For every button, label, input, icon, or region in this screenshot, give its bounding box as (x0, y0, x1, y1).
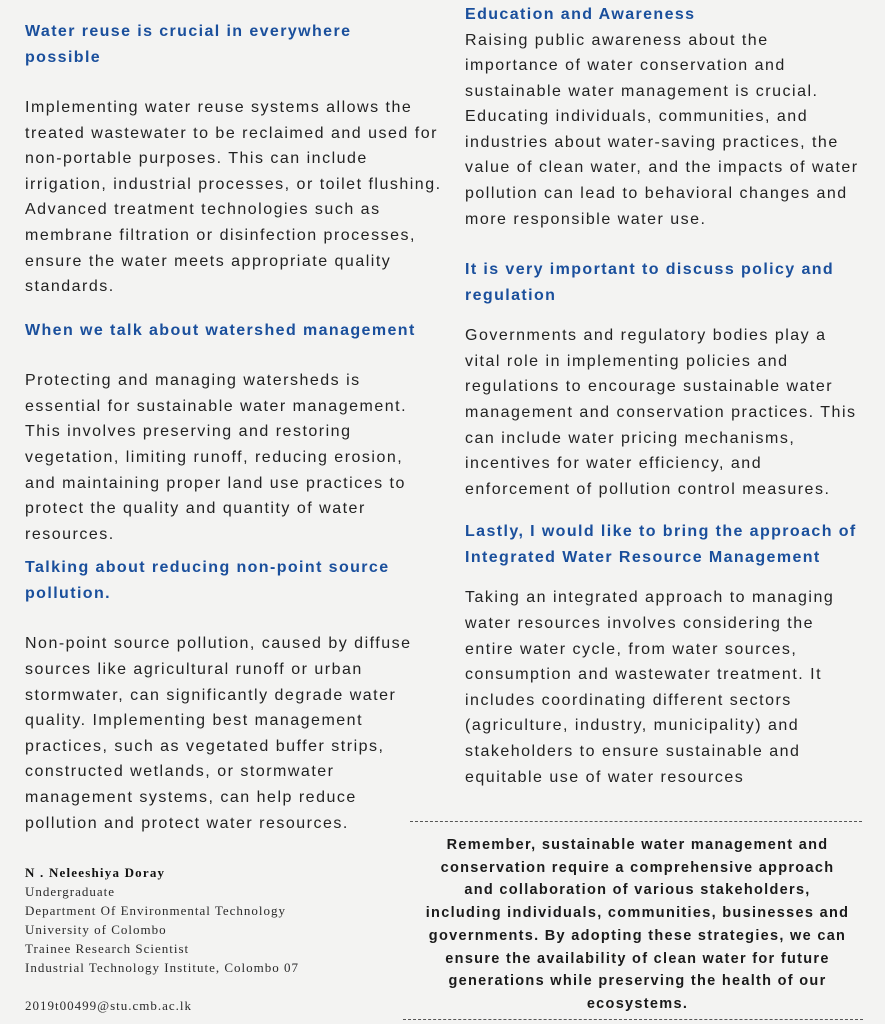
left-column (25, 19, 445, 836)
section-heading-iwrm: Lastly, I would like to bring the approach of Integrated Water Resource Management (465, 523, 857, 566)
author-department: Department Of Environmental Technology (25, 903, 287, 918)
author-university: University of Colombo (25, 922, 167, 937)
author-role: Undergraduate (25, 884, 116, 899)
section-body-watershed: Protecting and managing watersheds is essential for sustainable water management. This involves preserving and restoring vegetation, limiting runoff, reducing erosion, and maintaining proper land use practices to protect the quality and quantity of water resources. (25, 372, 408, 543)
section-body-iwrm: Taking an integrated approach to managing water resources involves considering the entire water cycle, from water sources, consumption and wastewater treatment. It includes coordinating different sectors (agriculture, industry, municipality) and stakeholders to ensure sustainable and equitable use of water resources (465, 589, 835, 786)
author-position: Trainee Research Scientist (25, 941, 190, 956)
author-name: N . Neleeshiya Doray (25, 865, 166, 880)
author-institute: Industrial Technology Institute, Colombo 07 (25, 960, 300, 975)
section-heading-water-reuse: Water reuse is crucial in everywhere possible (25, 23, 352, 66)
author-block (25, 863, 405, 1015)
author-email[interactable]: 2019t00499@stu.cmb.ac.lk (25, 998, 193, 1013)
section-heading-policy: It is very important to discuss policy and regulation (465, 261, 835, 304)
divider-bottom (403, 1019, 863, 1020)
right-column (465, 2, 870, 790)
section-heading-non-point: Talking about reducing non-point source pollution. (25, 559, 390, 602)
section-body-policy: Governments and regulatory bodies play a vital role in implementing policies and regulations to encourage sustainable water management and conservation practices. This can include water pricing mechanisms, incentives for water efficiency, and enforcement of pollution control measures. (465, 327, 857, 498)
section-heading-watershed: When we talk about watershed management (25, 321, 416, 339)
section-body-non-point: Non-point source pollution, caused by diffuse sources like agricultural runoff or urban stormwater, can significantly degrade water quality. Implementing best management practices, such as vegetated buffer strips, constructed wetlands, or stormwater management systems, can help reduce pollution and protect water resources. (25, 635, 412, 832)
closing-quote: Remember, sustainable water management and conservation require a comprehensive approach and collaboration of various stakeholders, including individuals, communities, businesses and governments. By adopting these strategies, we can ensure the availability of clean water for future generations while preserving the health of our ecosystems. (425, 837, 850, 1012)
section-body-water-reuse: Implementing water reuse systems allows the treated wastewater to be reclaimed and used for non-portable purposes. This can include irrigation, industrial processes, or toilet flushing. Advanced treatment technologies such as membrane filtration or disinfection processes, ensure the water meets appropriate quality standards. (25, 99, 442, 296)
section-heading-education: Education and Awareness (465, 6, 696, 23)
divider-top (410, 821, 862, 822)
section-body-education: Raising public awareness about the importance of water conservation and sustainable water management is crucial. Educating individuals, communities, and industries about water-saving practices, the value of clean water, and the impacts of water pollution can lead to behavioral changes and more responsible water use. (465, 31, 859, 228)
